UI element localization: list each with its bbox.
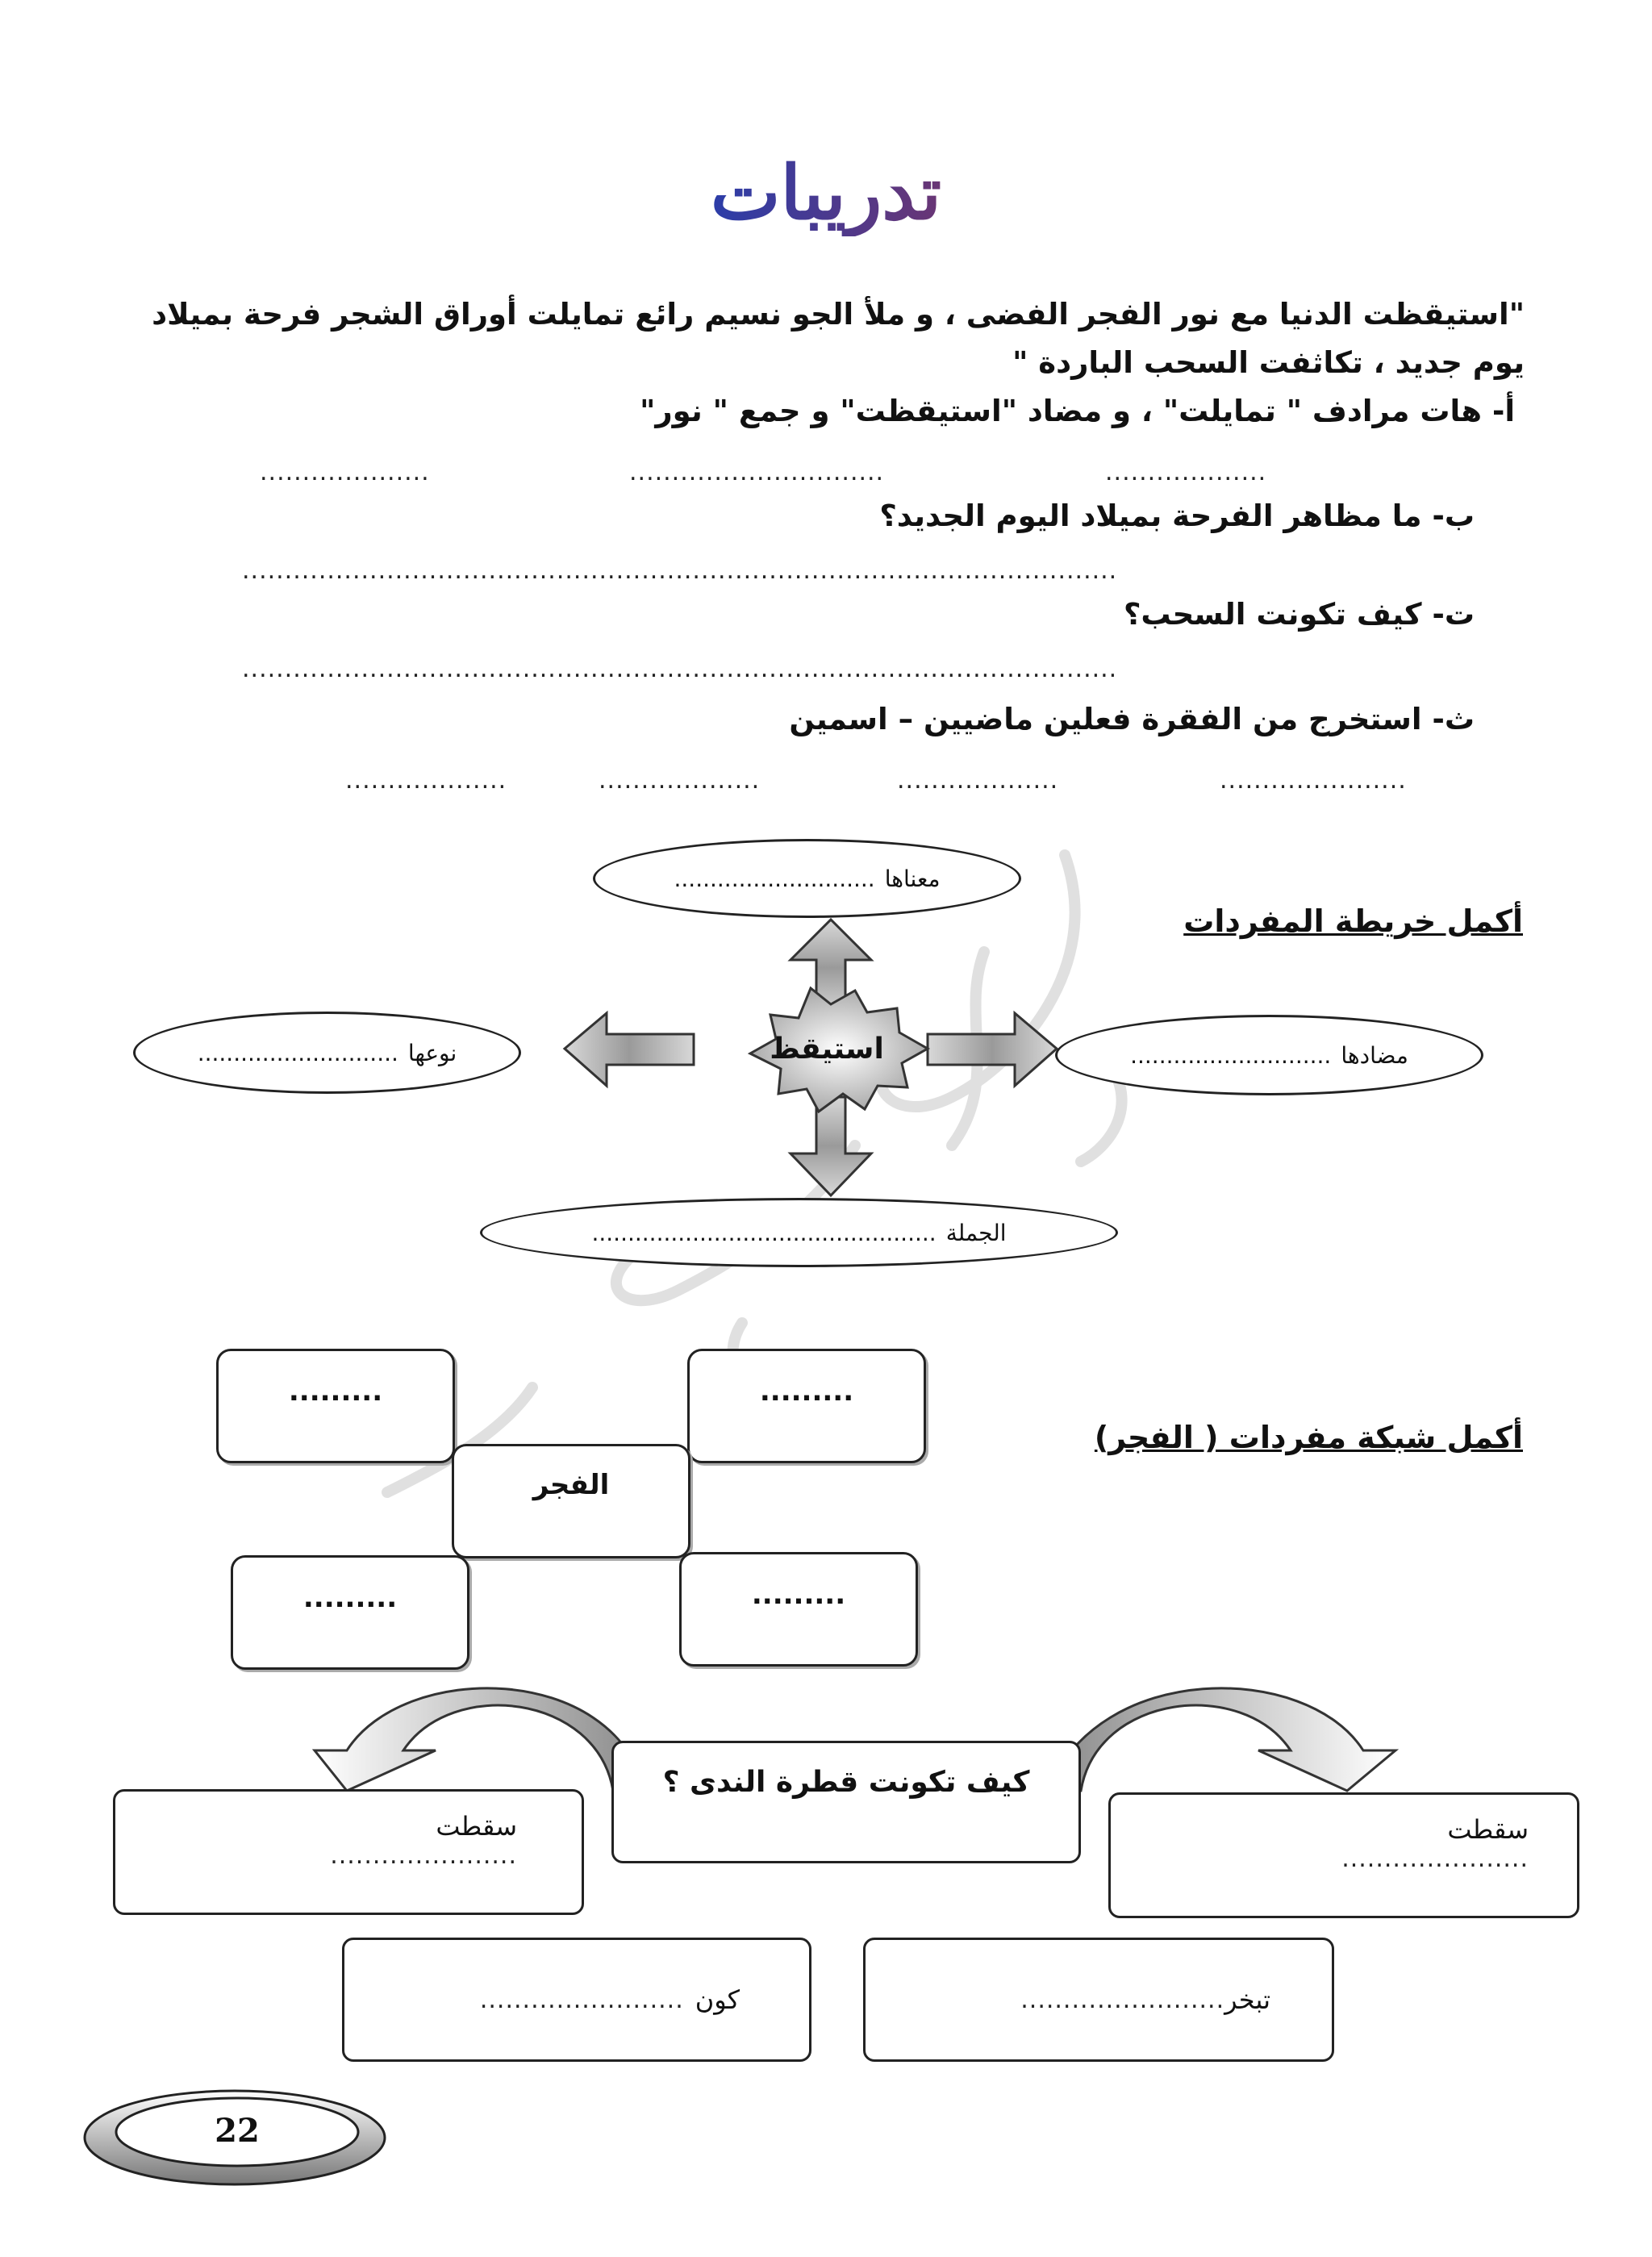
- dew-question: كيف تكونت قطرة الندى ؟: [662, 1766, 1030, 1799]
- vocab-antonym-field[interactable]: [1055, 1015, 1483, 1095]
- answer-blank-th4[interactable]: ...................: [345, 766, 507, 795]
- vocab-sentence-field[interactable]: [480, 1198, 1118, 1267]
- question-th: ث- استخرج من الفقرة فعلين ماضيين – اسمين: [789, 702, 1475, 736]
- vocab-antonym-label: مضادها: [1341, 1041, 1408, 1069]
- vocab-type-label: نوعها: [407, 1039, 457, 1066]
- answer-blank-a2[interactable]: ..............................: [629, 458, 885, 486]
- page-number: 22: [215, 2112, 260, 2150]
- dew-form-dots: ........................: [479, 1985, 684, 2014]
- dew-box-left-label: سقطت: [436, 1811, 517, 1842]
- network-box-bottom-right[interactable]: [679, 1552, 918, 1667]
- network-box-top-right[interactable]: [687, 1349, 926, 1463]
- vocab-meaning-field[interactable]: [593, 839, 1021, 918]
- question-t: ت- كيف تكونت السحب؟: [1123, 597, 1475, 632]
- vocab-center-word: استيقظ: [770, 1033, 884, 1066]
- answer-blank-th3[interactable]: ...................: [599, 766, 761, 795]
- answer-blank-th2[interactable]: ...................: [897, 766, 1059, 795]
- network-box-bottom-left[interactable]: [231, 1555, 469, 1670]
- dew-box-right[interactable]: [1108, 1792, 1579, 1918]
- dew-box-right-label: سقطت: [1447, 1814, 1529, 1845]
- vocab-antonym-dots: ............................: [1130, 1041, 1332, 1069]
- dew-question-box: [611, 1741, 1081, 1863]
- reading-paragraph: "استيقظت الدنيا مع نور الفجر الفضى ، و ملأ الجو نسيم رائع تمايلت أوراق الشجر فرحة بميلاد يوم جديد ، تكاثفت السحب الباردة ": [152, 297, 1525, 380]
- answer-blank-t[interactable]: .......................................................................................................: [242, 655, 1118, 683]
- dew-box-right-dots: ......................: [1341, 1845, 1529, 1873]
- network-box-top-left-dots: .........: [288, 1375, 383, 1408]
- dew-evaporate-dots: ........................: [1020, 1985, 1225, 2014]
- vocab-meaning-dots: ............................: [674, 865, 875, 892]
- dew-box-left-dots: ......................: [330, 1842, 517, 1870]
- dew-evaporate-label: تبخر: [1224, 1984, 1270, 2015]
- dew-box-form[interactable]: [342, 1938, 811, 2062]
- vocab-map-heading: أكمل خريطة المفردات: [1183, 903, 1523, 939]
- network-heading: أكمل شبكة مفردات ( الفجر): [1094, 1420, 1523, 1455]
- question-a: أ- هات مرادف " تمايلت" ، و مضاد "استيقظت" و جمع " نور": [640, 394, 1515, 428]
- answer-blank-b[interactable]: .......................................................................................................: [242, 557, 1118, 585]
- vocab-meaning-label: معناها: [884, 865, 941, 892]
- vocab-type-dots: ............................: [197, 1039, 398, 1066]
- dew-box-evaporate[interactable]: [863, 1938, 1334, 2062]
- network-center-box: [452, 1444, 690, 1558]
- answer-blank-a1[interactable]: ...................: [1105, 458, 1267, 486]
- network-box-bottom-left-dots: .........: [302, 1582, 398, 1614]
- network-center-word: الفجر: [532, 1469, 610, 1501]
- page-title: تدريبات: [0, 149, 1652, 236]
- vocab-type-field[interactable]: [133, 1012, 521, 1094]
- vocab-sentence-dots: ................................................: [591, 1219, 937, 1246]
- dew-box-left[interactable]: [113, 1789, 584, 1915]
- vocab-sentence-label: الجملة: [945, 1219, 1007, 1246]
- answer-blank-a3[interactable]: ....................: [260, 458, 430, 486]
- network-box-top-right-dots: .........: [759, 1375, 854, 1408]
- dew-form-label: كون: [695, 1984, 740, 2015]
- question-b: ب- ما مظاهر الفرحة بميلاد اليوم الجديد؟: [879, 499, 1475, 533]
- answer-blank-th1[interactable]: ......................: [1220, 766, 1407, 795]
- network-box-bottom-right-dots: .........: [751, 1579, 846, 1611]
- network-box-top-left[interactable]: [216, 1349, 455, 1463]
